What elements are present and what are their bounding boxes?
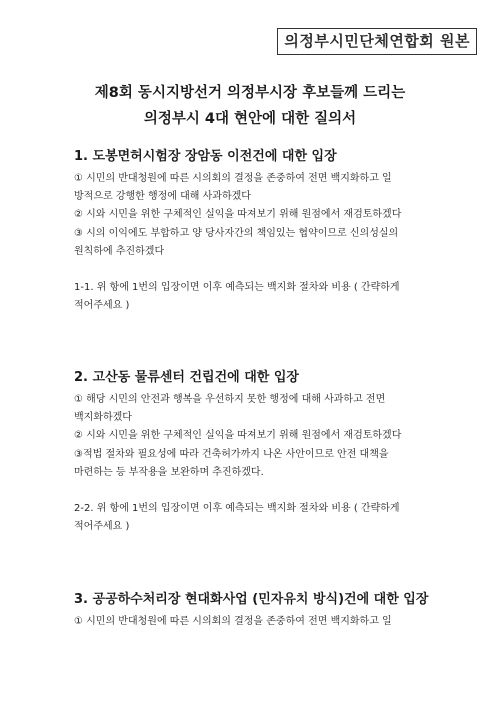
section-heading: 2. 고산동 물류센터 건립건에 대한 입장 bbox=[74, 370, 299, 385]
option-line: ③ 시의 이익에도 부합하고 양 당사자간의 책임있는 협약이므로 신의성실의 bbox=[74, 227, 399, 239]
section-3 bbox=[74, 591, 434, 631]
option-line: 방적으로 강행한 행정에 대해 사과하겠다 bbox=[74, 191, 251, 203]
followup-question: 2-2. 위 항에 1번의 입장이면 이후 예측되는 백지화 절차와 비용 ( 간략하게 bbox=[74, 503, 400, 515]
option-line: ① 해당 시민의 안전과 행복을 우선하지 못한 행정에 대해 사과하고 전면 bbox=[74, 394, 386, 405]
section-2 bbox=[74, 369, 434, 536]
title-line-2: 의정부시 4대 현안에 대한 질의서 bbox=[143, 111, 357, 127]
section-heading: 3. 공공하수처리장 현대화사업 (민자유치 방식)건에 대한 입장 bbox=[74, 592, 429, 607]
option-line: ② 시와 시민을 위한 구체적인 실익을 따져보기 위해 원점에서 재검토하겠다 bbox=[74, 209, 402, 221]
option-line: ① 시민의 반대청원에 따른 시의회의 결정을 존중하여 전면 백지화하고 일 bbox=[74, 173, 392, 184]
document-title bbox=[0, 80, 500, 132]
option-line: 마련하는 등 부작용을 보완하며 추진하겠다. bbox=[74, 466, 264, 478]
followup-question: 적어주세요 ) bbox=[74, 300, 130, 312]
option-line: 백지화하겠다 bbox=[74, 412, 132, 424]
section-heading: 1. 도봉면허시험장 장암동 이전건에 대한 입장 bbox=[74, 149, 337, 164]
option-line: ③적법 절차와 필요성에 따라 건축허가까지 나온 사안이므로 안전 대책을 bbox=[74, 448, 389, 460]
option-line: ② 시와 시민을 위한 구체적인 실익을 따져보기 위해 원점에서 재검토하겠다 bbox=[74, 430, 402, 442]
section-1 bbox=[74, 148, 434, 315]
option-line: ① 시민의 반대청원에 따른 시의회의 결정을 존중하여 전면 백지화하고 일 bbox=[74, 616, 392, 627]
original-stamp: 의정부시민단체연합회 원본 bbox=[277, 28, 477, 55]
option-line: 원칙하에 추진하겠다 bbox=[74, 245, 165, 257]
title-line-1: 제8회 동시지방선거 의정부시장 후보들께 드리는 bbox=[94, 85, 406, 101]
followup-question: 1-1. 위 항에 1번의 입장이면 이후 예측되는 백지화 절차와 비용 ( 간략하게 bbox=[74, 282, 400, 294]
followup-question: 적어주세요 ) bbox=[74, 521, 130, 533]
